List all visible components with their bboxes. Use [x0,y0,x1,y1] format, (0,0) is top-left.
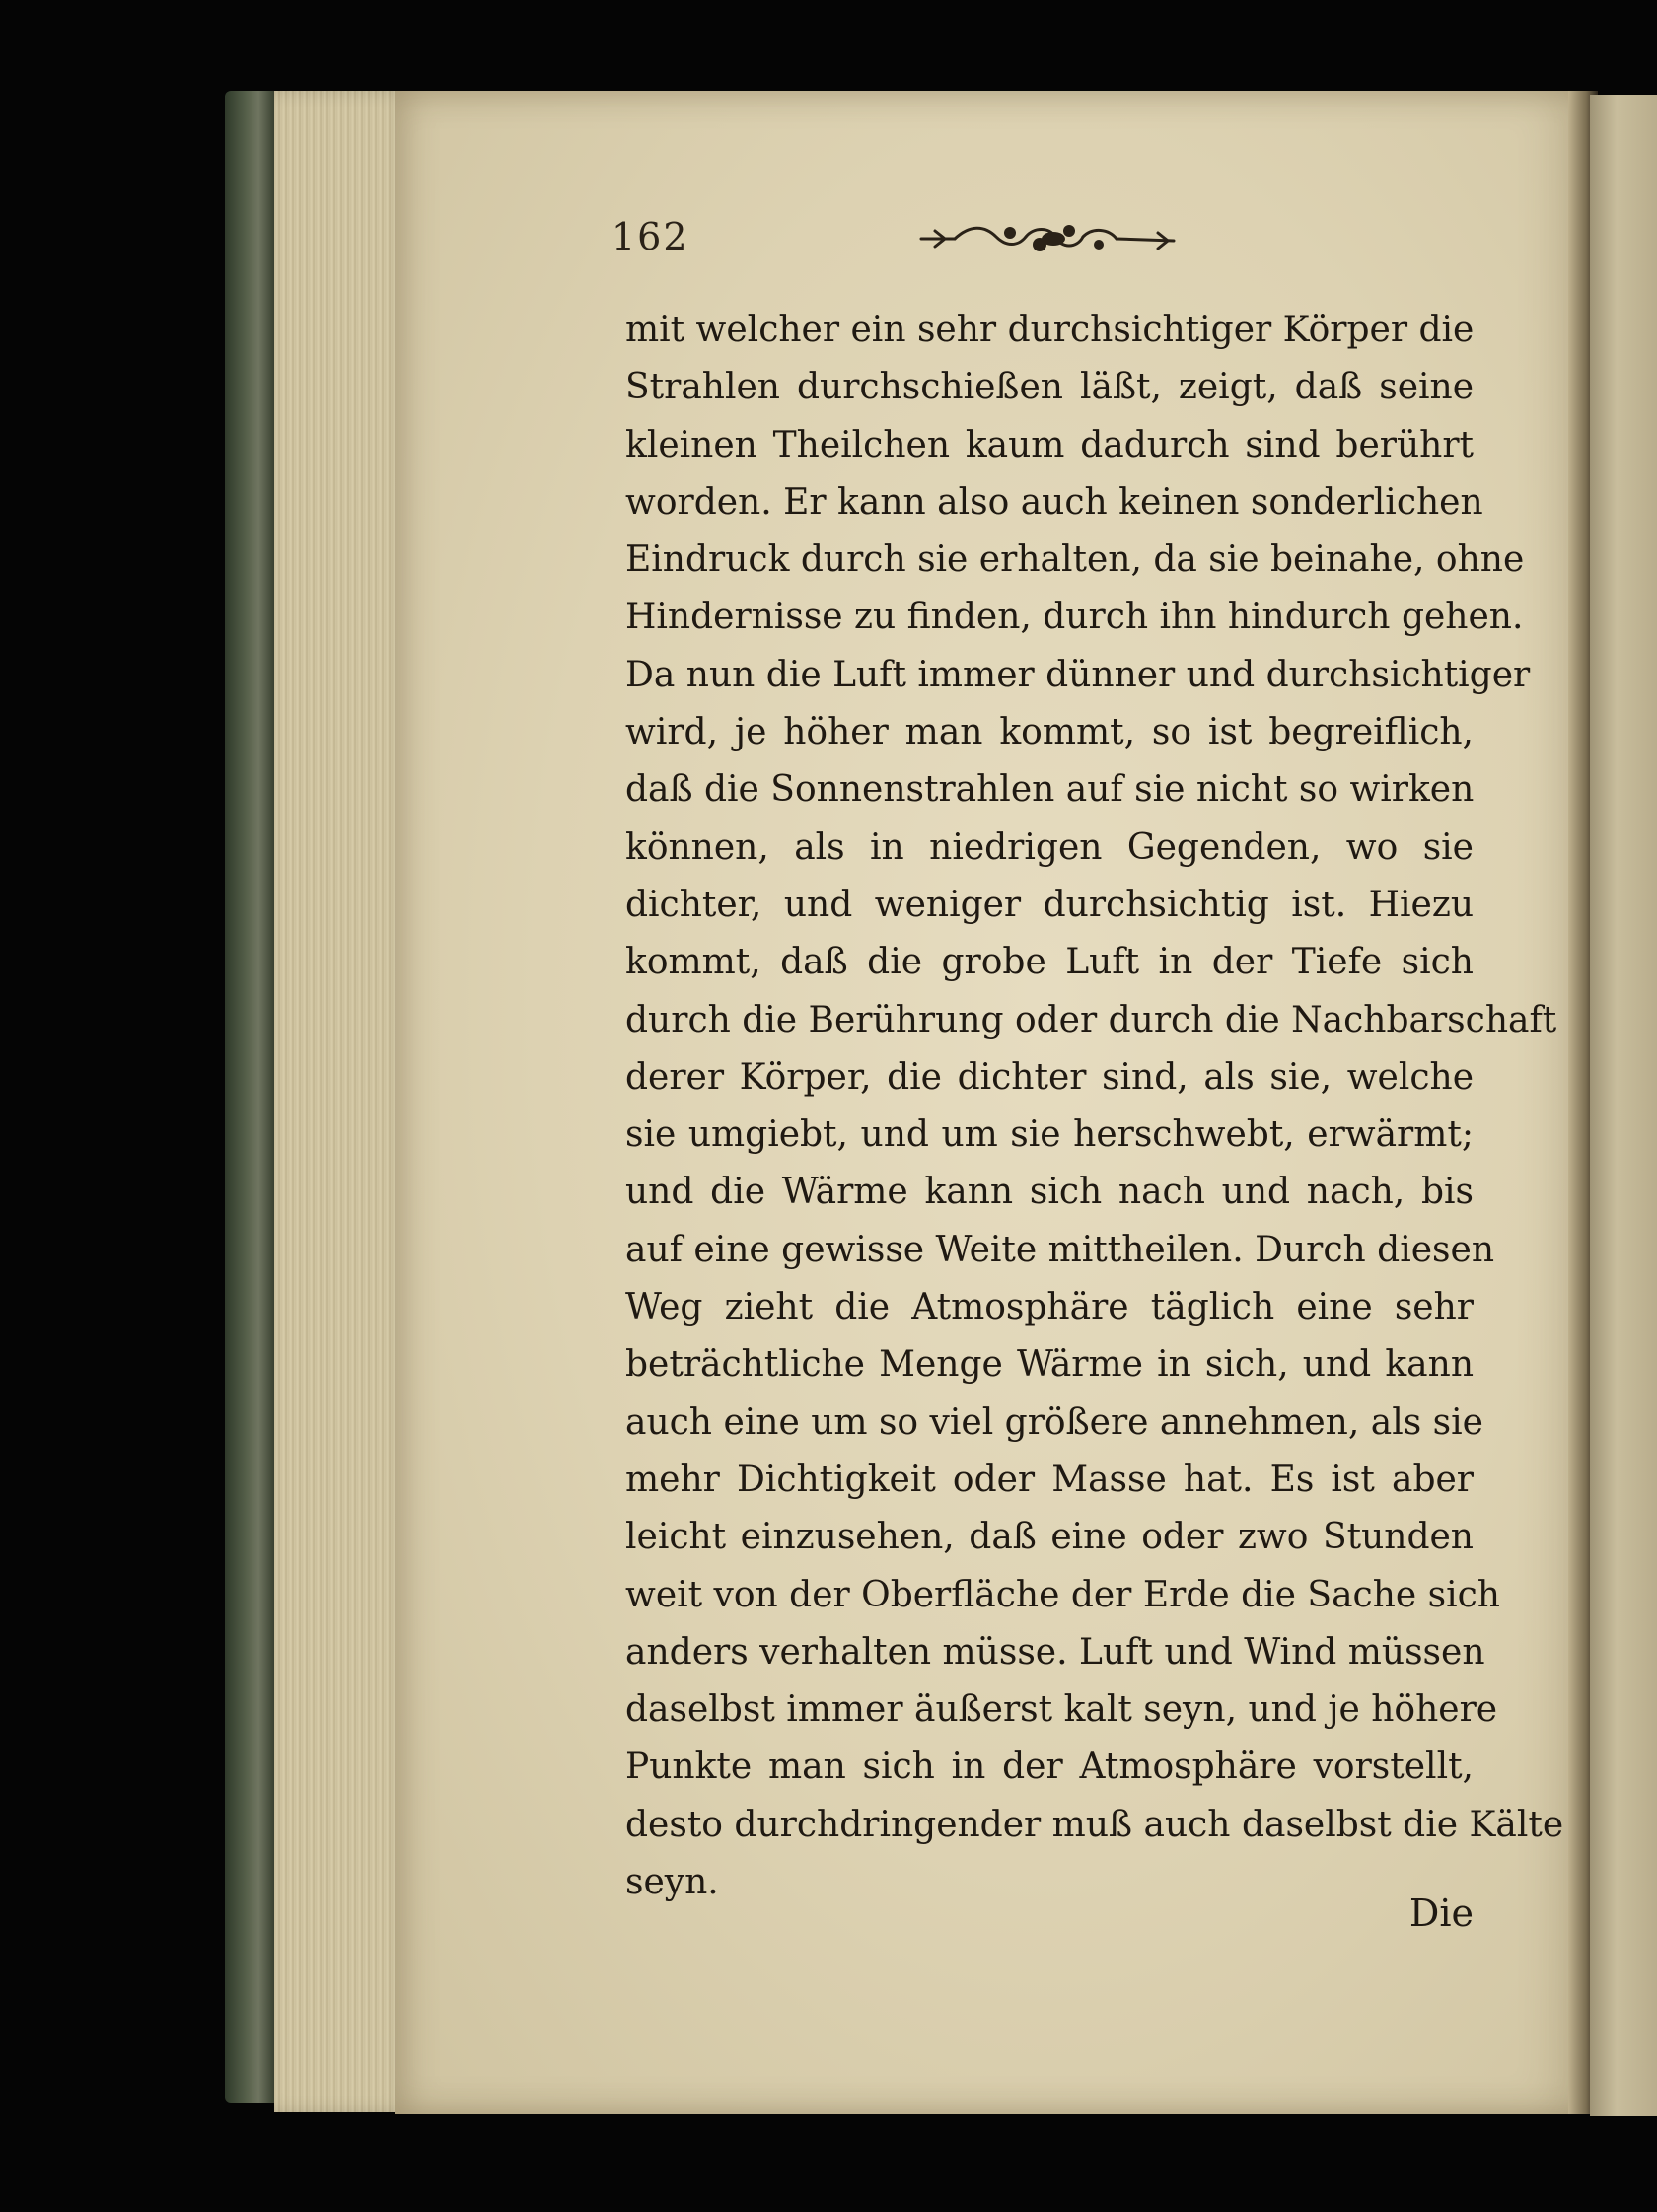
text-line: auf eine gewisse Weite mittheilen. Durch diesen [625,1229,1494,1270]
text-line: sie umgiebt, und um sie herschwebt, erwärmt; [625,1114,1474,1156]
text-line: kleinen Theilchen kaum dadurch sind berührt [625,424,1474,465]
text-line: worden. Er kann also auch keinen sonderlichen [625,481,1483,523]
page-number: 162 [612,215,689,258]
text-line: wird, je höher man kommt, so ist begreiflich, [625,712,1474,753]
text-line: dichter, und weniger durchsichtig ist. Hiezu [625,884,1474,925]
body-text [625,302,1564,1911]
text-line: durch die Berührung oder durch die Nachbarschaft [625,999,1557,1040]
text-line: auch eine um so viel größere annehmen, als sie [625,1401,1483,1443]
text-line: Punkte man sich in der Atmosphäre vorstellt, [625,1747,1474,1788]
page-edges-stack [274,91,412,2112]
text-line: Da nun die Luft immer dünner und durchsichtiger [625,654,1531,695]
text-line: beträchtliche Menge Wärme in sich, und kann [625,1344,1474,1386]
catchword: Die [1408,1891,1474,1935]
text-line: mehr Dichtigkeit oder Masse hat. Es ist aber [625,1459,1474,1500]
text-line: können, als in niedrigen Gegenden, wo sie [625,826,1474,868]
text-line: mit welcher ein sehr durchsichtiger Körper die [625,310,1475,350]
text-line: anders verhalten müsse. Luft und Wind müssen [625,1631,1485,1673]
text-line: derer Körper, die dichter sind, als sie, welche [625,1056,1474,1098]
printer-ornament-icon [915,219,1182,258]
text-line: und die Wärme kann sich nach und nach, bis [625,1172,1474,1213]
facing-page-sliver [1590,95,1657,2116]
text-line: Strahlen durchschießen läßt, zeigt, daß seine [625,367,1474,408]
text-line: seyn. [625,1862,719,1903]
text-line: daselbst immer äußerst kalt seyn, und je höhere [625,1689,1498,1731]
text-line: weit von der Oberfläche der Erde die Sache sich [625,1574,1500,1615]
text-line: leicht einzusehen, daß eine oder zwo Stunden [625,1517,1474,1558]
text-line: Hindernisse zu finden, durch ihn hindurch gehen. [625,597,1524,638]
text-line: desto durchdringender muß auch daselbst die Kälte [625,1804,1564,1845]
text-line: Weg zieht die Atmosphäre täglich eine sehr [625,1287,1474,1328]
text-line: daß die Sonnenstrahlen auf sie nicht so wirken [625,769,1475,811]
text-line: Eindruck durch sie erhalten, da sie beinahe, ohne [625,539,1525,581]
text-line: kommt, daß die grobe Luft in der Tiefe sich [625,942,1474,983]
